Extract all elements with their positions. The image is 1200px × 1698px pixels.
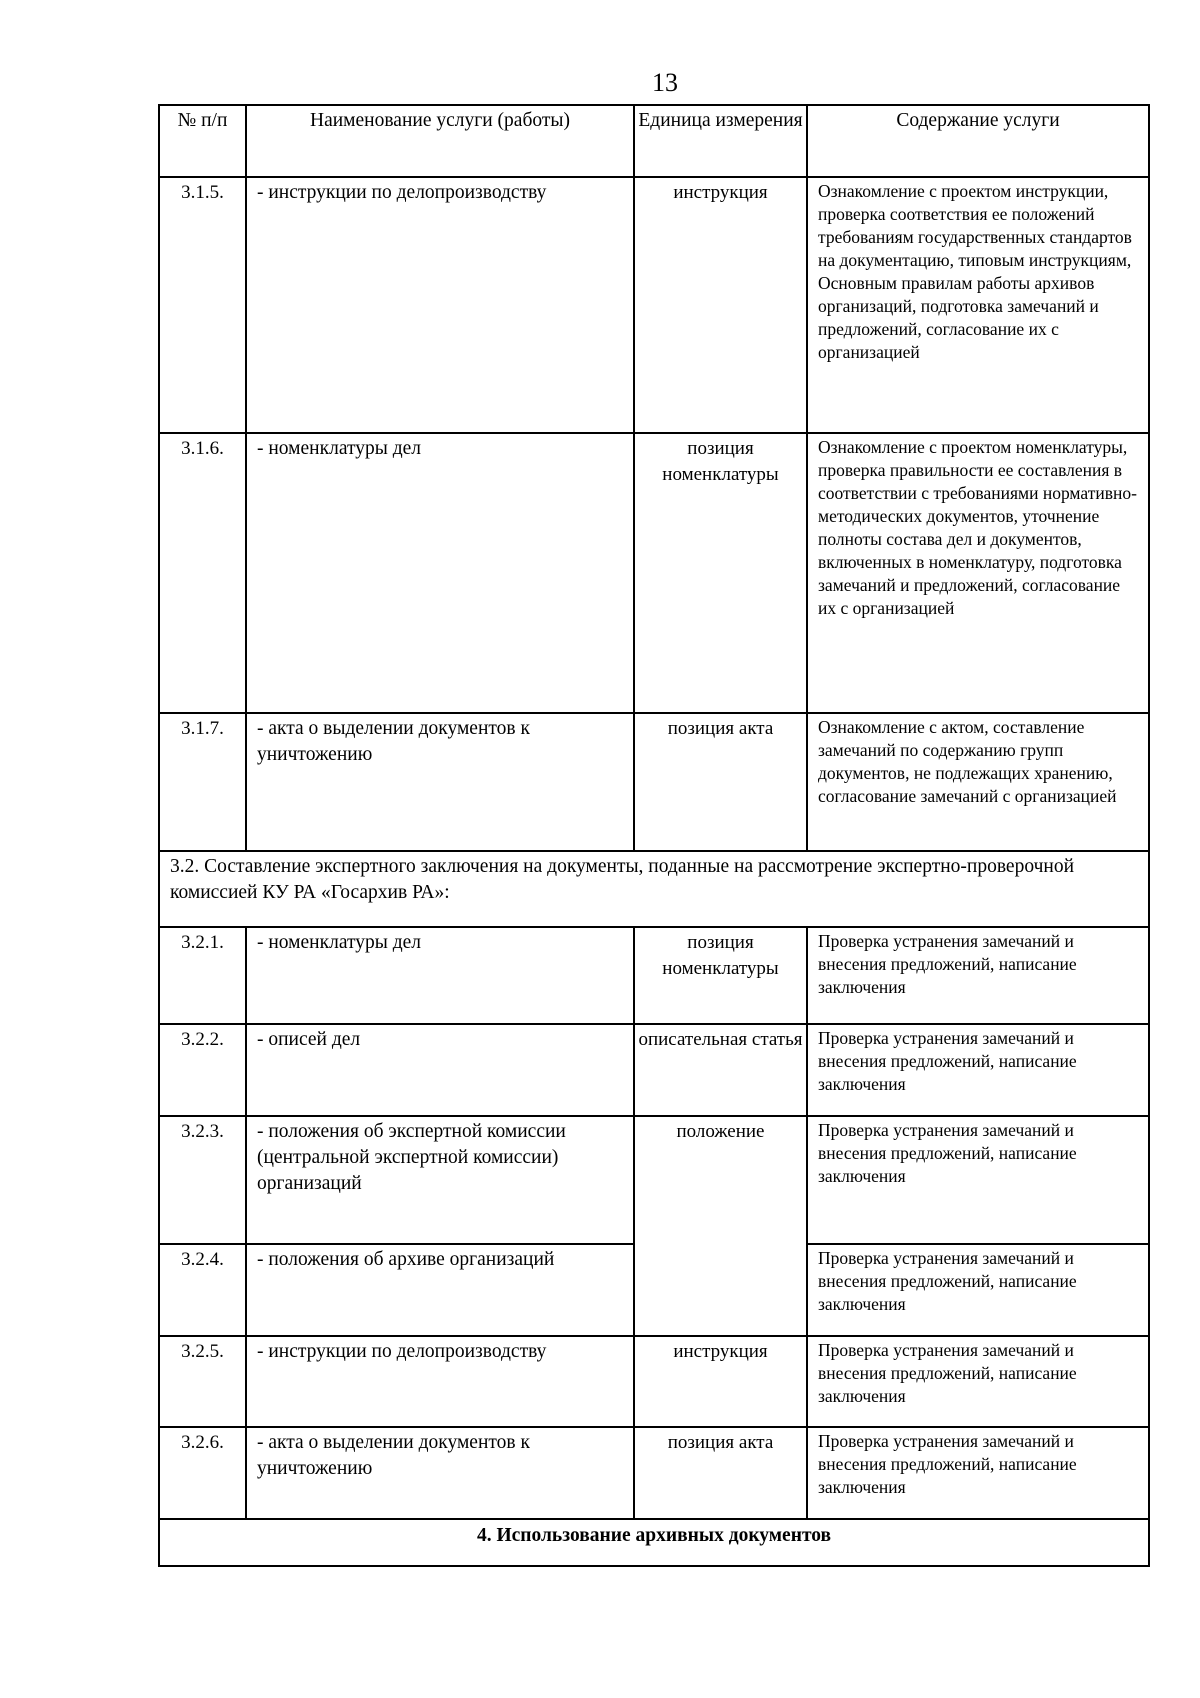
row-unit: позиция номенклатуры (634, 927, 807, 1024)
header-desc: Содержание услуги (807, 105, 1149, 177)
row-desc: Проверка устранения замечаний и внесения предложений, написание заключения (807, 927, 1149, 1024)
row-desc: Проверка устранения замечаний и внесения предложений, написание заключения (807, 1336, 1149, 1427)
row-name: - положения об экспертной комиссии (центральной экспертной комиссии) организаций (246, 1116, 634, 1244)
services-table (158, 104, 1150, 1567)
table-row (159, 1336, 1149, 1427)
row-unit: позиция акта (634, 1427, 807, 1519)
row-desc: Ознакомление с проектом номенклатуры, проверка правильности ее составления в соответствии с требованиями нормативно-методических документов, уточнение полноты состава дел и документов, включенных в номенклатуру, подготовка замечаний и предложений, согласование их с организацией (807, 433, 1149, 713)
row-unit: описательная статья (634, 1024, 807, 1116)
row-unit: позиция акта (634, 713, 807, 851)
section-4-row (159, 1519, 1149, 1566)
table-row (159, 927, 1149, 1024)
row-unit: инструкция (634, 1336, 807, 1427)
table-row (159, 433, 1149, 713)
row-name: - инструкции по делопроизводству (246, 177, 634, 433)
header-unit: Единица измерения (634, 105, 807, 177)
row-desc: Проверка устранения замечаний и внесения предложений, написание заключения (807, 1116, 1149, 1244)
row-num: 3.2.6. (159, 1427, 246, 1519)
row-num: 3.2.3. (159, 1116, 246, 1244)
header-num: № п/п (159, 105, 246, 177)
table-row (159, 1116, 1149, 1244)
row-num: 3.2.2. (159, 1024, 246, 1116)
row-desc: Ознакомление с актом, составление замечаний по содержанию групп документов, не подлежащих хранению, согласование замечаний с организацией (807, 713, 1149, 851)
row-name: - акта о выделении документов к уничтожению (246, 713, 634, 851)
row-name: - описей дел (246, 1024, 634, 1116)
header-name: Наименование услуги (работы) (246, 105, 634, 177)
row-name: - акта о выделении документов к уничтожению (246, 1427, 634, 1519)
page-number: 13 (652, 68, 678, 97)
row-name: - номенклатуры дел (246, 927, 634, 1024)
section-3-2-row (159, 851, 1149, 927)
row-num: 3.2.4. (159, 1244, 246, 1336)
row-num: 3.1.7. (159, 713, 246, 851)
row-desc: Проверка устранения замечаний и внесения предложений, написание заключения (807, 1024, 1149, 1116)
row-num: 3.1.5. (159, 177, 246, 433)
row-num: 3.2.1. (159, 927, 246, 1024)
row-num: 3.2.5. (159, 1336, 246, 1427)
row-name: - номенклатуры дел (246, 433, 634, 713)
row-num: 3.1.6. (159, 433, 246, 713)
table-header-row (159, 105, 1149, 177)
table-row (159, 1427, 1149, 1519)
table-row (159, 713, 1149, 851)
table-row (159, 1024, 1149, 1116)
row-desc: Ознакомление с проектом инструкции, проверка соответствия ее положений требованиям государственных стандартов на документацию, типовым инструкциям, Основным правилам работы архивов организаций, подготовка замечаний и предложений, согласование их с организацией (807, 177, 1149, 433)
table-row (159, 177, 1149, 433)
row-unit: позиция номенклатуры (634, 433, 807, 713)
row-name: - положения об архиве организаций (246, 1244, 634, 1336)
section-4-title: 4. Использование архивных документов (159, 1519, 1149, 1566)
row-name: - инструкции по делопроизводству (246, 1336, 634, 1427)
row-desc: Проверка устранения замечаний и внесения предложений, написание заключения (807, 1427, 1149, 1519)
row-desc: Проверка устранения замечаний и внесения предложений, написание заключения (807, 1244, 1149, 1336)
row-unit: положение (634, 1116, 807, 1336)
section-3-2-text: 3.2. Составление экспертного заключения на документы, поданные на рассмотрение экспертно-проверочной комиссией КУ РА «Госархив РА»: (159, 851, 1149, 927)
row-unit: инструкция (634, 177, 807, 433)
